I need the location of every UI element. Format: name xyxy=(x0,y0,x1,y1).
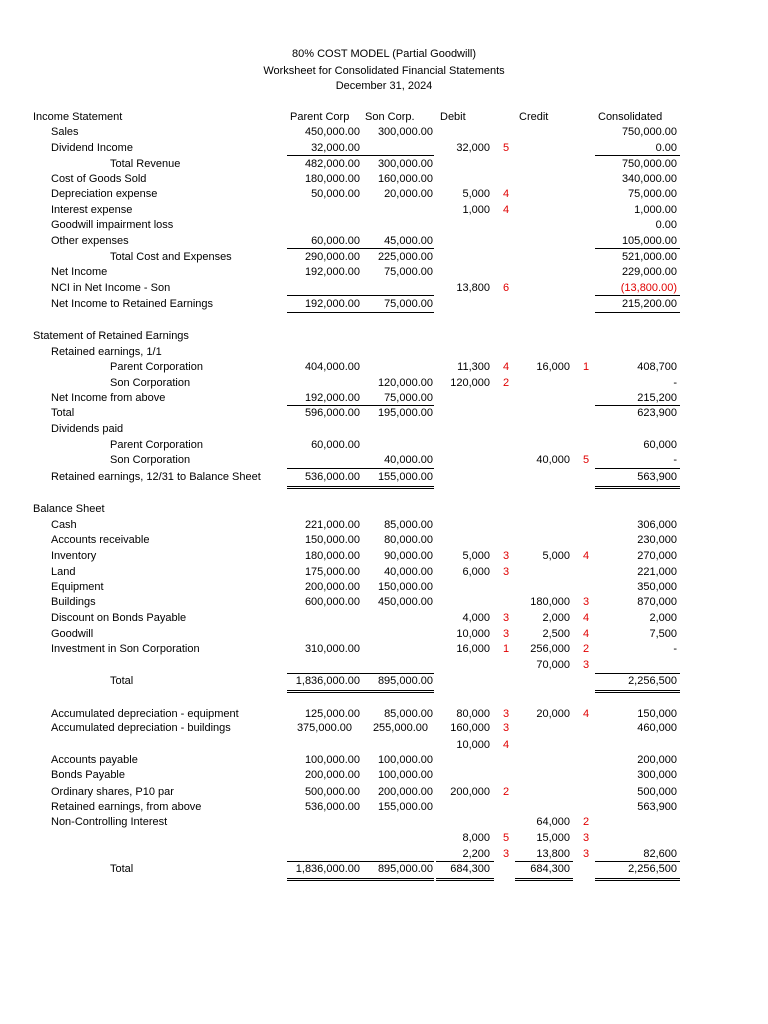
cell-debit-ref: 4 xyxy=(503,188,510,200)
cell-parent-corp: 32,000.00 xyxy=(311,142,360,154)
table-row xyxy=(0,674,768,689)
row-label: Land xyxy=(51,566,76,578)
row-label: Inventory xyxy=(51,550,97,562)
rule xyxy=(595,488,680,489)
cell-parent-corp: 200,000.00 xyxy=(304,769,360,781)
cell-debit-ref: 6 xyxy=(503,282,510,294)
rule xyxy=(595,690,680,691)
row-label: Accounts payable xyxy=(51,754,138,766)
cell-credit-ref: 4 xyxy=(583,708,590,720)
cell-debit-ref: 3 xyxy=(503,566,510,578)
column-debit: Debit xyxy=(440,111,466,123)
cell-consolidated: 870,000 xyxy=(637,596,677,608)
cell-credit-ref: 3 xyxy=(583,832,590,844)
table-row xyxy=(0,345,768,360)
cell-consolidated: 563,900 xyxy=(637,801,677,813)
row-label: Total Revenue xyxy=(110,158,181,170)
rule xyxy=(287,468,434,469)
table-row xyxy=(0,157,768,172)
table-row xyxy=(0,642,768,657)
row-label: Investment in Son Corporation xyxy=(51,643,200,655)
cell-credit: 256,000 xyxy=(530,643,570,655)
row-label: Discount on Bonds Payable xyxy=(51,612,187,624)
cell-son-corp: 85,000.00 xyxy=(384,708,433,720)
cell-debit: 11,300 xyxy=(457,361,490,373)
cell-credit-ref: 4 xyxy=(583,550,590,562)
row-label: Retained earnings, 12/31 to Balance Sheet xyxy=(51,471,261,483)
table-row xyxy=(0,627,768,642)
cell-credit-ref: 3 xyxy=(583,596,590,608)
rule xyxy=(287,861,434,862)
rule xyxy=(287,690,434,691)
rule xyxy=(595,405,680,406)
rule xyxy=(595,880,680,881)
row-label: Accumulated depreciation - equipment xyxy=(51,708,239,720)
row-label: Cost of Goods Sold xyxy=(51,173,147,185)
cell-son-corp: 90,000.00 xyxy=(384,550,433,562)
cell-consolidated: 750,000.00 xyxy=(621,126,677,138)
cell-parent-corp: 600,000.00 xyxy=(304,596,360,608)
cell-debit-ref: 4 xyxy=(503,739,510,751)
cell-debit: 120,000 xyxy=(450,377,490,389)
cell-credit-ref: 2 xyxy=(583,643,590,655)
row-label: Net Income from above xyxy=(51,392,166,404)
cell-son-corp: 80,000.00 xyxy=(384,534,433,546)
row-label: Son Corporation xyxy=(110,454,191,466)
cell-debit: 10,000 xyxy=(456,628,490,640)
table-row xyxy=(0,565,768,580)
cell-credit-ref: 3 xyxy=(583,659,590,671)
rule xyxy=(287,486,434,487)
table-row xyxy=(0,391,768,406)
table-row xyxy=(0,203,768,218)
row-label: Equipment xyxy=(51,581,104,593)
cell-debit: 6,000 xyxy=(462,566,490,578)
cell-consolidated: 2,256,500 xyxy=(628,863,677,875)
cell-credit: 2,500 xyxy=(542,628,570,640)
table-row xyxy=(0,595,768,610)
table-row xyxy=(0,847,768,862)
cell-son-corp: 75,000.00 xyxy=(384,392,433,404)
cell-debit: 160,000 xyxy=(450,722,490,734)
cell-son-corp: 450,000.00 xyxy=(377,596,433,608)
rule xyxy=(287,878,434,879)
rule xyxy=(515,878,573,879)
cell-debit-ref: 3 xyxy=(503,722,510,734)
cell-parent-corp: 180,000.00 xyxy=(304,173,360,185)
cell-consolidated: (13,800.00) xyxy=(620,282,677,294)
cell-consolidated: 60,000 xyxy=(643,439,677,451)
cell-consolidated: 75,000.00 xyxy=(628,188,677,200)
row-label: Accounts receivable xyxy=(51,534,150,546)
cell-son-corp: 150,000.00 xyxy=(377,581,433,593)
cell-son-corp: 100,000.00 xyxy=(377,754,433,766)
row-label: Retained earnings, 1/1 xyxy=(51,346,162,358)
cell-consolidated: 623,900 xyxy=(637,407,677,419)
cell-debit-ref: 3 xyxy=(503,708,510,720)
table-row xyxy=(0,533,768,548)
cell-debit: 80,000 xyxy=(456,708,490,720)
rule xyxy=(595,878,680,879)
row-label: Buildings xyxy=(51,596,96,608)
table-row xyxy=(0,141,768,156)
cell-debit-ref: 2 xyxy=(503,377,510,389)
cell-son-corp: 85,000.00 xyxy=(384,519,433,531)
cell-parent-corp: 60,000.00 xyxy=(311,439,360,451)
cell-debit: 16,000 xyxy=(456,643,490,655)
cell-credit: 64,000 xyxy=(536,816,570,828)
rule xyxy=(595,486,680,487)
cell-consolidated: 1,000.00 xyxy=(634,204,677,216)
section-income-statement: Income Statement xyxy=(33,111,123,123)
cell-credit: 70,000 xyxy=(536,659,570,671)
cell-credit: 16,000 xyxy=(536,361,570,373)
cell-parent-corp: 404,000.00 xyxy=(304,361,360,373)
row-label: Parent Corporation xyxy=(110,361,203,373)
cell-debit-ref: 1 xyxy=(503,643,510,655)
cell-debit: 8,000 xyxy=(462,832,490,844)
table-row xyxy=(0,470,768,485)
table-row xyxy=(0,815,768,830)
cell-son-corp: 155,000.00 xyxy=(377,801,433,813)
cell-consolidated: 229,000.00 xyxy=(621,266,677,278)
row-label: Total xyxy=(51,407,75,419)
cell-consolidated: 563,900 xyxy=(637,471,677,483)
rule xyxy=(595,248,680,249)
cell-credit-ref: 2 xyxy=(583,816,590,828)
cell-parent-corp: 100,000.00 xyxy=(304,754,360,766)
rule xyxy=(287,312,434,313)
row-label: Balance Sheet xyxy=(33,503,105,515)
cell-debit: 4,000 xyxy=(462,612,490,624)
rule xyxy=(595,312,680,313)
cell-consolidated: 0.00 xyxy=(655,142,677,154)
cell-debit-ref: 3 xyxy=(503,550,510,562)
cell-credit-ref: 4 xyxy=(583,612,590,624)
rule xyxy=(515,861,573,862)
cell-parent-corp: 192,000.00 xyxy=(304,392,360,404)
cell-son-corp: 100,000.00 xyxy=(377,769,433,781)
row-label: Cash xyxy=(51,519,77,531)
cell-parent-corp: 375,000.00 xyxy=(296,722,352,734)
row-label: Total xyxy=(110,863,134,875)
cell-parent-corp: 192,000.00 xyxy=(304,298,360,310)
cell-parent-corp: 175,000.00 xyxy=(304,566,360,578)
rule xyxy=(595,692,680,693)
cell-parent-corp: 290,000.00 xyxy=(304,251,360,263)
rule xyxy=(436,878,494,879)
cell-consolidated: 270,000 xyxy=(637,550,677,562)
cell-debit: 5,000 xyxy=(462,188,490,200)
cell-debit-ref: 2 xyxy=(503,786,510,798)
cell-consolidated: 306,000 xyxy=(637,519,677,531)
worksheet-title: 80% COST MODEL (Partial Goodwill) xyxy=(292,48,476,60)
cell-consolidated: 7,500 xyxy=(649,628,677,640)
cell-parent-corp: 221,000.00 xyxy=(304,519,360,531)
cell-consolidated: 230,000 xyxy=(637,534,677,546)
row-label: Accumulated depreciation - buildings xyxy=(51,722,231,734)
row-label: Non-Controlling Interest xyxy=(51,816,168,828)
cell-son-corp: 40,000.00 xyxy=(384,566,433,578)
cell-son-corp: 895,000.00 xyxy=(377,863,433,875)
cell-debit: 1,000 xyxy=(462,204,490,216)
cell-son-corp: 200,000.00 xyxy=(377,786,433,798)
table-row xyxy=(0,453,768,468)
cell-consolidated: 350,000 xyxy=(637,581,677,593)
table-row xyxy=(0,438,768,453)
cell-consolidated: 750,000.00 xyxy=(621,158,677,170)
cell-credit: 13,800 xyxy=(536,848,570,860)
row-label: Interest expense xyxy=(51,204,133,216)
cell-debit-ref: 5 xyxy=(503,832,510,844)
cell-consolidated: 215,200.00 xyxy=(621,298,677,310)
column-header-row xyxy=(0,110,768,125)
cell-credit-ref: 4 xyxy=(583,628,590,640)
worksheet-subtitle: Worksheet for Consolidated Financial Statements xyxy=(263,65,505,77)
cell-credit-ref: 3 xyxy=(583,848,590,860)
rule xyxy=(287,248,434,249)
rule xyxy=(595,861,680,862)
cell-parent-corp: 310,000.00 xyxy=(304,643,360,655)
row-label: Statement of Retained Earnings xyxy=(33,330,189,342)
rule xyxy=(595,155,680,156)
table-row xyxy=(0,250,768,265)
cell-son-corp: 300,000.00 xyxy=(377,158,433,170)
cell-parent-corp: 536,000.00 xyxy=(304,801,360,813)
worksheet-date: December 31, 2024 xyxy=(335,80,433,92)
cell-consolidated: 150,000 xyxy=(637,708,677,720)
table-row xyxy=(0,502,768,517)
row-label: Net Income xyxy=(51,266,108,278)
cell-consolidated: 200,000 xyxy=(637,754,677,766)
row-label: Net Income to Retained Earnings xyxy=(51,298,214,310)
column-consolidated: Consolidated xyxy=(598,111,663,123)
cell-parent-corp: 50,000.00 xyxy=(311,188,360,200)
cell-son-corp: 75,000.00 xyxy=(384,298,433,310)
cell-parent-corp: 500,000.00 xyxy=(304,786,360,798)
row-label: Other expenses xyxy=(51,235,129,247)
cell-consolidated: 500,000 xyxy=(637,786,677,798)
cell-son-corp: 155,000.00 xyxy=(377,471,433,483)
cell-consolidated: 0.00 xyxy=(655,219,677,231)
cell-son-corp: 225,000.00 xyxy=(377,251,433,263)
cell-parent-corp: 192,000.00 xyxy=(304,266,360,278)
cell-parent-corp: 200,000.00 xyxy=(304,581,360,593)
cell-consolidated: - xyxy=(673,454,677,466)
table-row xyxy=(0,738,768,753)
cell-parent-corp: 1,836,000.00 xyxy=(295,675,360,687)
row-label: Sales xyxy=(51,126,79,138)
column-parent-corp: Parent Corp xyxy=(290,111,350,123)
table-row xyxy=(0,218,768,233)
row-label: NCI in Net Income - Son xyxy=(51,282,171,294)
cell-son-corp: 75,000.00 xyxy=(384,266,433,278)
cell-debit: 32,000 xyxy=(456,142,490,154)
cell-consolidated: 82,600 xyxy=(643,848,677,860)
table-row xyxy=(0,753,768,768)
rule xyxy=(595,468,680,469)
table-row xyxy=(0,768,768,783)
cell-consolidated: 460,000 xyxy=(637,722,677,734)
table-row xyxy=(0,187,768,202)
rule xyxy=(287,692,434,693)
cell-consolidated: - xyxy=(673,643,677,655)
cell-debit-ref: 5 xyxy=(503,142,510,154)
cell-consolidated: 521,000.00 xyxy=(621,251,677,263)
row-label: Son Corporation xyxy=(110,377,191,389)
table-row xyxy=(0,658,768,673)
row-label: Dividend Income xyxy=(51,142,133,154)
column-credit: Credit xyxy=(519,111,549,123)
cell-credit: 180,000 xyxy=(530,596,570,608)
table-row xyxy=(0,125,768,140)
table-row xyxy=(0,265,768,280)
table-row xyxy=(0,234,768,249)
table-row xyxy=(0,376,768,391)
row-label: Ordinary shares, P10 par xyxy=(51,786,174,798)
rule xyxy=(436,861,494,862)
cell-parent-corp: 596,000.00 xyxy=(304,407,360,419)
cell-consolidated: 408,700 xyxy=(637,361,677,373)
rule xyxy=(595,673,680,674)
cell-parent-corp: 125,000.00 xyxy=(304,708,360,720)
column-son-corp: Son Corp. xyxy=(365,111,415,123)
row-label: Parent Corporation xyxy=(110,439,203,451)
row-label: Goodwill impairment loss xyxy=(51,219,174,231)
cell-debit: 5,000 xyxy=(462,550,490,562)
table-row xyxy=(0,422,768,437)
cell-debit-ref: 3 xyxy=(503,628,510,640)
table-row xyxy=(0,281,768,296)
cell-parent-corp: 536,000.00 xyxy=(304,471,360,483)
cell-son-corp: 895,000.00 xyxy=(377,675,433,687)
table-row xyxy=(0,172,768,187)
cell-parent-corp: 150,000.00 xyxy=(304,534,360,546)
table-row xyxy=(0,549,768,564)
cell-consolidated: 300,000 xyxy=(637,769,677,781)
cell-son-corp: 40,000.00 xyxy=(384,454,433,466)
cell-debit-ref: 4 xyxy=(503,361,510,373)
rule xyxy=(287,295,434,296)
cell-consolidated: - xyxy=(673,377,677,389)
cell-son-corp: 20,000.00 xyxy=(384,188,433,200)
cell-debit: 13,800 xyxy=(456,282,490,294)
rule xyxy=(515,880,573,881)
row-label: Depreciation expense xyxy=(51,188,158,200)
cell-consolidated: 2,256,500 xyxy=(628,675,677,687)
cell-consolidated: 2,000 xyxy=(649,612,677,624)
cell-son-corp: 255,000.00 xyxy=(372,722,428,734)
rule xyxy=(287,155,434,156)
cell-son-corp: 160,000.00 xyxy=(377,173,433,185)
rule xyxy=(595,295,680,296)
cell-parent-corp: 450,000.00 xyxy=(304,126,360,138)
row-label: Dividends paid xyxy=(51,423,124,435)
cell-parent-corp: 60,000.00 xyxy=(311,235,360,247)
rule xyxy=(287,405,434,406)
table-row xyxy=(0,800,768,815)
cell-debit-ref: 3 xyxy=(503,848,510,860)
table-row xyxy=(0,707,768,722)
cell-debit: 2,200 xyxy=(462,848,490,860)
cell-credit: 684,300 xyxy=(530,863,570,875)
cell-credit: 5,000 xyxy=(542,550,570,562)
cell-debit-ref: 3 xyxy=(503,612,510,624)
cell-credit: 15,000 xyxy=(536,832,570,844)
rule xyxy=(287,673,434,674)
table-row xyxy=(0,785,768,800)
table-row xyxy=(0,329,768,344)
cell-debit: 10,000 xyxy=(456,739,490,751)
cell-son-corp: 120,000.00 xyxy=(377,377,433,389)
table-row xyxy=(0,862,768,877)
cell-consolidated: 340,000.00 xyxy=(621,173,677,185)
cell-son-corp: 45,000.00 xyxy=(384,235,433,247)
rule xyxy=(287,488,434,489)
cell-son-corp: 300,000.00 xyxy=(377,126,433,138)
cell-credit-ref: 5 xyxy=(583,454,590,466)
cell-son-corp: 195,000.00 xyxy=(377,407,433,419)
cell-credit: 2,000 xyxy=(542,612,570,624)
cell-credit: 40,000 xyxy=(536,454,570,466)
table-row xyxy=(0,406,768,421)
rule xyxy=(287,880,434,881)
table-row xyxy=(0,297,768,312)
row-label: Total xyxy=(110,675,134,687)
cell-parent-corp: 1,836,000.00 xyxy=(295,863,360,875)
cell-credit: 20,000 xyxy=(536,708,570,720)
table-row xyxy=(0,721,768,736)
row-label: Retained earnings, from above xyxy=(51,801,202,813)
table-row xyxy=(0,360,768,375)
cell-consolidated: 215,200 xyxy=(637,392,677,404)
table-row xyxy=(0,518,768,533)
row-label: Goodwill xyxy=(51,628,94,640)
table-row xyxy=(0,580,768,595)
cell-debit-ref: 4 xyxy=(503,204,510,216)
cell-consolidated: 221,000 xyxy=(637,566,677,578)
table-row xyxy=(0,611,768,626)
cell-parent-corp: 482,000.00 xyxy=(304,158,360,170)
rule xyxy=(436,880,494,881)
row-label: Total Cost and Expenses xyxy=(110,251,232,263)
cell-debit: 200,000 xyxy=(450,786,490,798)
cell-consolidated: 105,000.00 xyxy=(621,235,677,247)
cell-parent-corp: 180,000.00 xyxy=(304,550,360,562)
cell-debit: 684,300 xyxy=(450,863,490,875)
table-row xyxy=(0,831,768,846)
cell-credit-ref: 1 xyxy=(583,361,590,373)
row-label: Bonds Payable xyxy=(51,769,125,781)
